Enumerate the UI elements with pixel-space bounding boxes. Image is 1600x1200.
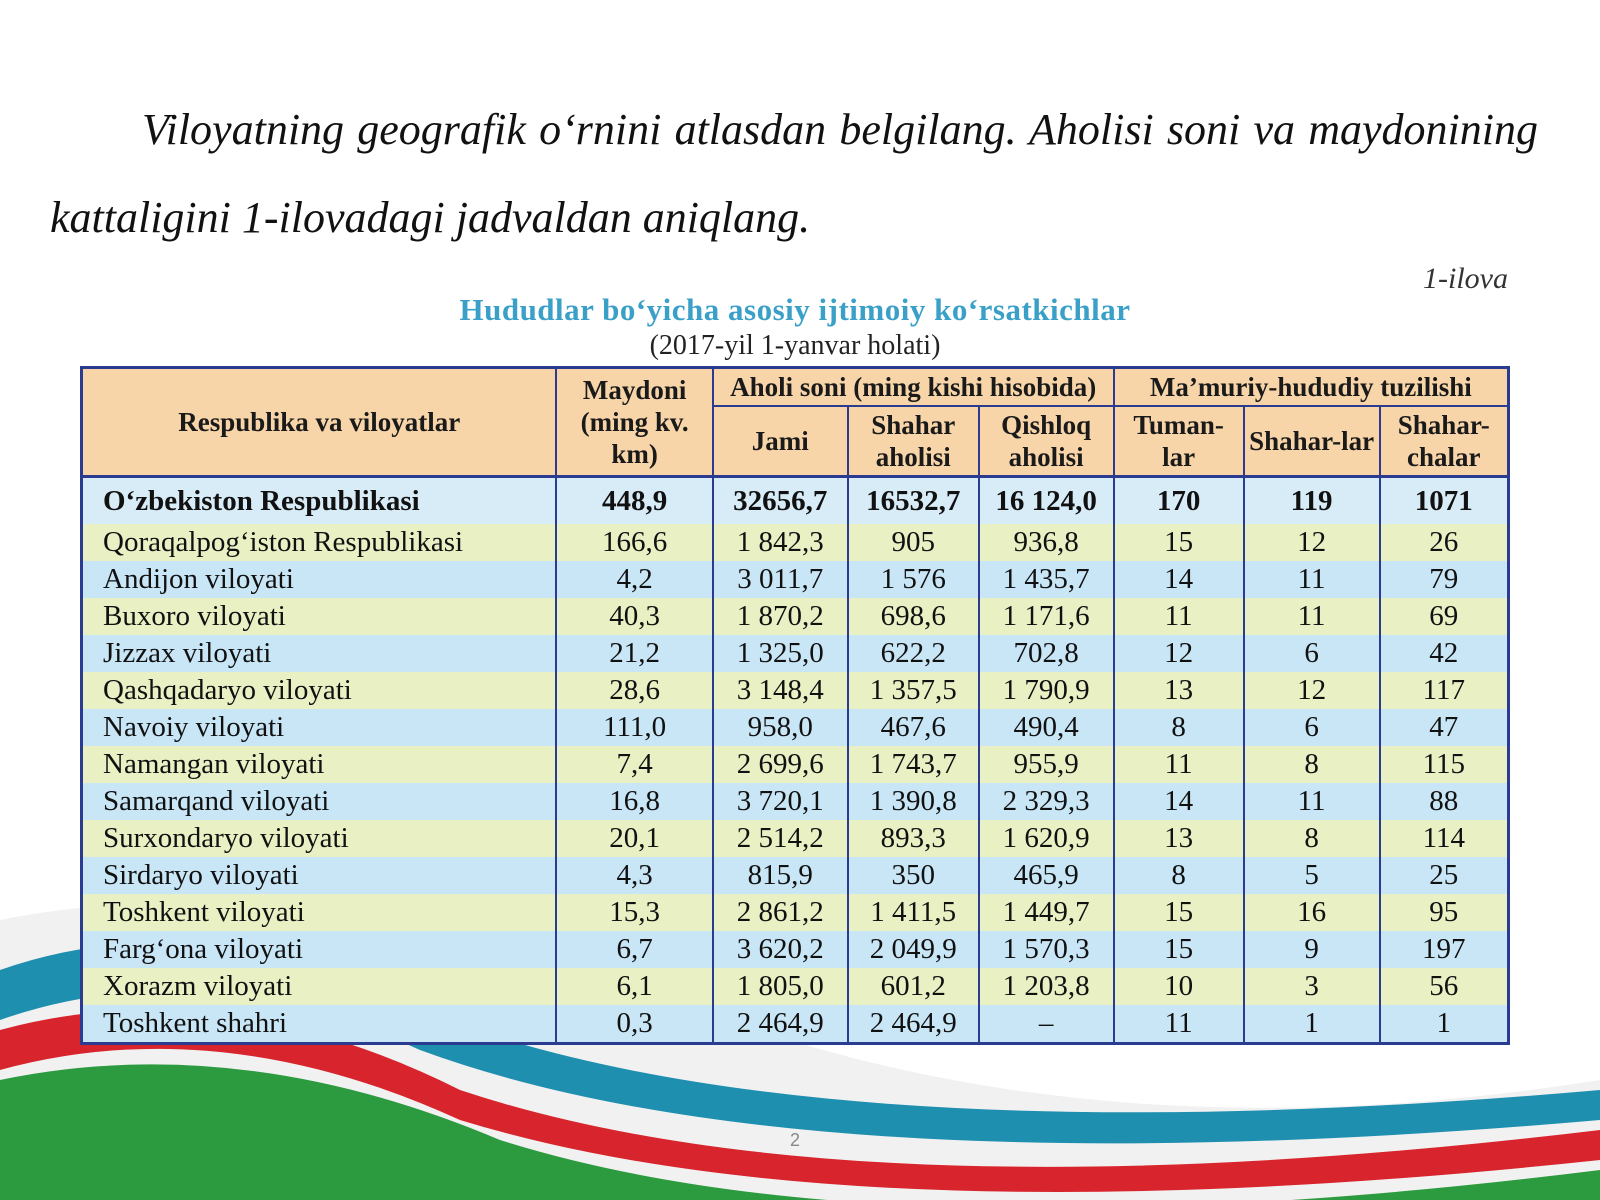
cell-rural: 1 570,3 (979, 931, 1114, 968)
cell-name: Namangan viloyati (82, 746, 557, 783)
cell-total: 2 699,6 (713, 746, 848, 783)
header-towns: Shahar-chalar (1380, 406, 1509, 477)
cell-cities: 5 (1244, 857, 1380, 894)
cell-rural: 1 620,9 (979, 820, 1114, 857)
header-cities: Shahar-lar (1244, 406, 1380, 477)
cell-urban: 893,3 (848, 820, 979, 857)
header-districts: Tuman-lar (1114, 406, 1244, 477)
cell-area: 111,0 (556, 709, 712, 746)
appendix-label: 1-ilova (1423, 262, 1508, 295)
cell-districts: 15 (1114, 524, 1244, 561)
cell-urban: 1 357,5 (848, 672, 979, 709)
cell-towns: 88 (1380, 783, 1509, 820)
cell-rural: 465,9 (979, 857, 1114, 894)
cell-rural: 955,9 (979, 746, 1114, 783)
cell-area: 4,3 (556, 857, 712, 894)
cell-name: Toshkent shahri (82, 1005, 557, 1044)
header-total: Jami (713, 406, 848, 477)
cell-name: Andijon viloyati (82, 561, 557, 598)
cell-name: Xorazm viloyati (82, 968, 557, 1005)
cell-cities: 8 (1244, 820, 1380, 857)
cell-districts: 11 (1114, 746, 1244, 783)
table-row (82, 672, 1509, 709)
cell-rural: 490,4 (979, 709, 1114, 746)
regional-statistics-table (80, 366, 1510, 1045)
cell-towns: 79 (1380, 561, 1509, 598)
cell-name: Sirdaryo viloyati (82, 857, 557, 894)
cell-name: Buxoro viloyati (82, 598, 557, 635)
cell-name: Toshkent viloyati (82, 894, 557, 931)
cell-towns: 25 (1380, 857, 1509, 894)
cell-districts: 8 (1114, 709, 1244, 746)
cell-name: Qashqadaryo viloyati (82, 672, 557, 709)
cell-urban: 2 049,9 (848, 931, 979, 968)
cell-cities: 12 (1244, 524, 1380, 561)
cell-urban: 698,6 (848, 598, 979, 635)
cell-name: Qoraqalpog‘iston Respublikasi (82, 524, 557, 561)
cell-total: 32656,7 (713, 477, 848, 525)
cell-districts: 14 (1114, 561, 1244, 598)
cell-name: Samarqand viloyati (82, 783, 557, 820)
cell-districts: 12 (1114, 635, 1244, 672)
cell-name: O‘zbekiston Respublikasi (82, 477, 557, 525)
cell-total: 1 325,0 (713, 635, 848, 672)
cell-total: 3 720,1 (713, 783, 848, 820)
cell-area: 28,6 (556, 672, 712, 709)
cell-total: 1 842,3 (713, 524, 848, 561)
cell-area: 15,3 (556, 894, 712, 931)
cell-rural: 936,8 (979, 524, 1114, 561)
cell-towns: 1071 (1380, 477, 1509, 525)
cell-towns: 47 (1380, 709, 1509, 746)
table-row (82, 820, 1509, 857)
cell-cities: 3 (1244, 968, 1380, 1005)
cell-rural: 16 124,0 (979, 477, 1114, 525)
cell-urban: 1 743,7 (848, 746, 979, 783)
intro-line-2: maydonining kattaligini 1-ilovadagi jadvaldan aniqlang. (50, 105, 1538, 242)
cell-cities: 6 (1244, 709, 1380, 746)
intro-paragraph (50, 86, 1538, 262)
cell-cities: 11 (1244, 783, 1380, 820)
cell-towns: 197 (1380, 931, 1509, 968)
table-row (82, 598, 1509, 635)
cell-urban: 601,2 (848, 968, 979, 1005)
cell-districts: 8 (1114, 857, 1244, 894)
cell-total: 3 620,2 (713, 931, 848, 968)
cell-rural: 1 203,8 (979, 968, 1114, 1005)
cell-cities: 6 (1244, 635, 1380, 672)
cell-districts: 11 (1114, 1005, 1244, 1044)
cell-total: 3 011,7 (713, 561, 848, 598)
cell-districts: 14 (1114, 783, 1244, 820)
cell-districts: 15 (1114, 894, 1244, 931)
cell-cities: 12 (1244, 672, 1380, 709)
header-population-group: Aholi soni (ming kishi hisobida) (713, 368, 1114, 407)
header-area: Maydoni (ming kv. km) (556, 368, 712, 477)
cell-name: Farg‘ona viloyati (82, 931, 557, 968)
cell-name: Navoiy viloyati (82, 709, 557, 746)
cell-cities: 11 (1244, 561, 1380, 598)
cell-total: 1 805,0 (713, 968, 848, 1005)
cell-area: 166,6 (556, 524, 712, 561)
table-row (82, 894, 1509, 931)
cell-districts: 13 (1114, 820, 1244, 857)
cell-districts: 10 (1114, 968, 1244, 1005)
table-row (82, 561, 1509, 598)
cell-urban: 1 390,8 (848, 783, 979, 820)
cell-districts: 170 (1114, 477, 1244, 525)
cell-total: 2 514,2 (713, 820, 848, 857)
cell-towns: 26 (1380, 524, 1509, 561)
cell-total: 958,0 (713, 709, 848, 746)
cell-cities: 1 (1244, 1005, 1380, 1044)
cell-total: 1 870,2 (713, 598, 848, 635)
cell-towns: 69 (1380, 598, 1509, 635)
table-row (82, 783, 1509, 820)
cell-area: 6,7 (556, 931, 712, 968)
cell-towns: 117 (1380, 672, 1509, 709)
cell-towns: 114 (1380, 820, 1509, 857)
table-row-total (82, 477, 1509, 525)
cell-rural: 1 449,7 (979, 894, 1114, 931)
table-row (82, 709, 1509, 746)
cell-urban: 905 (848, 524, 979, 561)
intro-line-1: Viloyatning geografik o‘rnini atlasdan belgilang. Aholisi soni va (142, 105, 1295, 154)
cell-urban: 16532,7 (848, 477, 979, 525)
cell-rural: 702,8 (979, 635, 1114, 672)
header-urban: Shahar aholisi (848, 406, 979, 477)
cell-rural: 1 435,7 (979, 561, 1114, 598)
table-subtitle: (2017-yil 1-yanvar holati) (649, 330, 941, 361)
table-row (82, 524, 1509, 561)
cell-total: 2 464,9 (713, 1005, 848, 1044)
cell-rural: 2 329,3 (979, 783, 1114, 820)
cell-cities: 11 (1244, 598, 1380, 635)
cell-total: 815,9 (713, 857, 848, 894)
cell-total: 3 148,4 (713, 672, 848, 709)
cell-cities: 16 (1244, 894, 1380, 931)
cell-total: 2 861,2 (713, 894, 848, 931)
cell-rural: 1 171,6 (979, 598, 1114, 635)
cell-districts: 11 (1114, 598, 1244, 635)
table-row (82, 968, 1509, 1005)
cell-towns: 56 (1380, 968, 1509, 1005)
cell-towns: 115 (1380, 746, 1509, 783)
cell-urban: 1 411,5 (848, 894, 979, 931)
cell-urban: 350 (848, 857, 979, 894)
table-row (82, 635, 1509, 672)
table-row (82, 746, 1509, 783)
cell-area: 0,3 (556, 1005, 712, 1044)
cell-districts: 13 (1114, 672, 1244, 709)
cell-area: 6,1 (556, 968, 712, 1005)
cell-rural: – (979, 1005, 1114, 1044)
cell-cities: 8 (1244, 746, 1380, 783)
cell-cities: 119 (1244, 477, 1380, 525)
page-number: 2 (790, 1130, 801, 1150)
cell-area: 21,2 (556, 635, 712, 672)
table-title: Hududlar bo‘yicha asosiy ijtimoiy ko‘rsatkichlar (459, 292, 1131, 327)
cell-urban: 467,6 (848, 709, 979, 746)
table-row (82, 857, 1509, 894)
cell-name: Surxondaryo viloyati (82, 820, 557, 857)
cell-cities: 9 (1244, 931, 1380, 968)
header-rural: Qishloq aholisi (979, 406, 1114, 477)
header-region: Respublika va viloyatlar (82, 368, 557, 477)
cell-towns: 1 (1380, 1005, 1509, 1044)
cell-name: Jizzax viloyati (82, 635, 557, 672)
cell-towns: 95 (1380, 894, 1509, 931)
cell-area: 4,2 (556, 561, 712, 598)
cell-rural: 1 790,9 (979, 672, 1114, 709)
cell-districts: 15 (1114, 931, 1244, 968)
cell-urban: 622,2 (848, 635, 979, 672)
cell-area: 20,1 (556, 820, 712, 857)
header-admin-group: Ma’muriy-hududiy tuzilishi (1114, 368, 1509, 407)
cell-urban: 2 464,9 (848, 1005, 979, 1044)
table-row (82, 931, 1509, 968)
cell-urban: 1 576 (848, 561, 979, 598)
cell-area: 16,8 (556, 783, 712, 820)
cell-area: 448,9 (556, 477, 712, 525)
cell-area: 7,4 (556, 746, 712, 783)
cell-area: 40,3 (556, 598, 712, 635)
table-row (82, 1005, 1509, 1044)
cell-towns: 42 (1380, 635, 1509, 672)
